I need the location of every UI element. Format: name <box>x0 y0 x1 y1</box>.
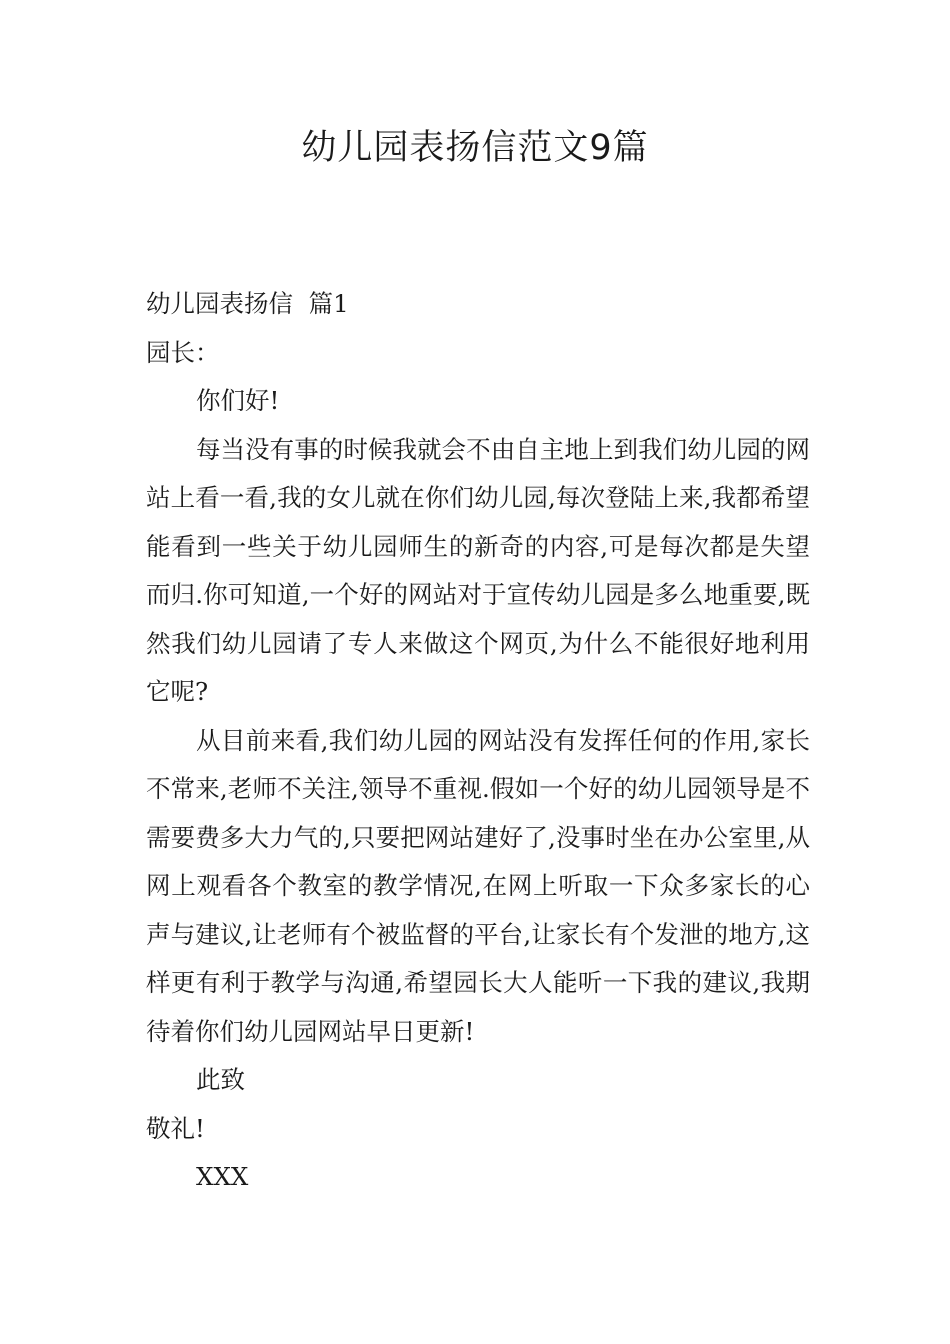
closing-phrase: 此致 <box>196 1065 245 1094</box>
document-title: 幼儿园表扬信范文9篇 <box>301 128 649 168</box>
signature: XXX <box>196 1162 249 1191</box>
section-heading: 幼儿园表扬信 篇1 <box>146 289 349 318</box>
salutation: 园长： <box>146 337 220 367</box>
greeting: 你们好! <box>196 386 280 415</box>
body-paragraph: 每当没有事的时候我就会不由自主地上到我们幼儿园的网站上看一看,我的女儿就在你们幼儿园,每次登陆上来,我都希望能看到一些关于幼儿园师生的新奇的内容,可是每次都是失望而归.你可知道,一个好的网站对于宣传幼儿园是多么地重要,既然我们幼儿园请了专人来做这个网页,为什么不能很好地利用它呢? <box>146 434 810 706</box>
letter-body <box>146 280 810 1202</box>
closing-salute: 敬礼! <box>146 1113 205 1143</box>
body-paragraph: 从目前来看,我们幼儿园的网站没有发挥任何的作用,家长不常来,老师不关注,领导不重视.假如一个好的幼儿园领导是不需要费多大力气的,只要把网站建好了,没事时坐在办公室里,从网上观看各个教室的教学情况,在网上听取一下众多家长的心声与建议,让老师有个被监督的平台,让家长有个发泄的地方,这样更有利于教学与沟通,希望园长大人能听一下我的建议,我期待着你们幼儿园网站早日更新! <box>146 725 810 1046</box>
